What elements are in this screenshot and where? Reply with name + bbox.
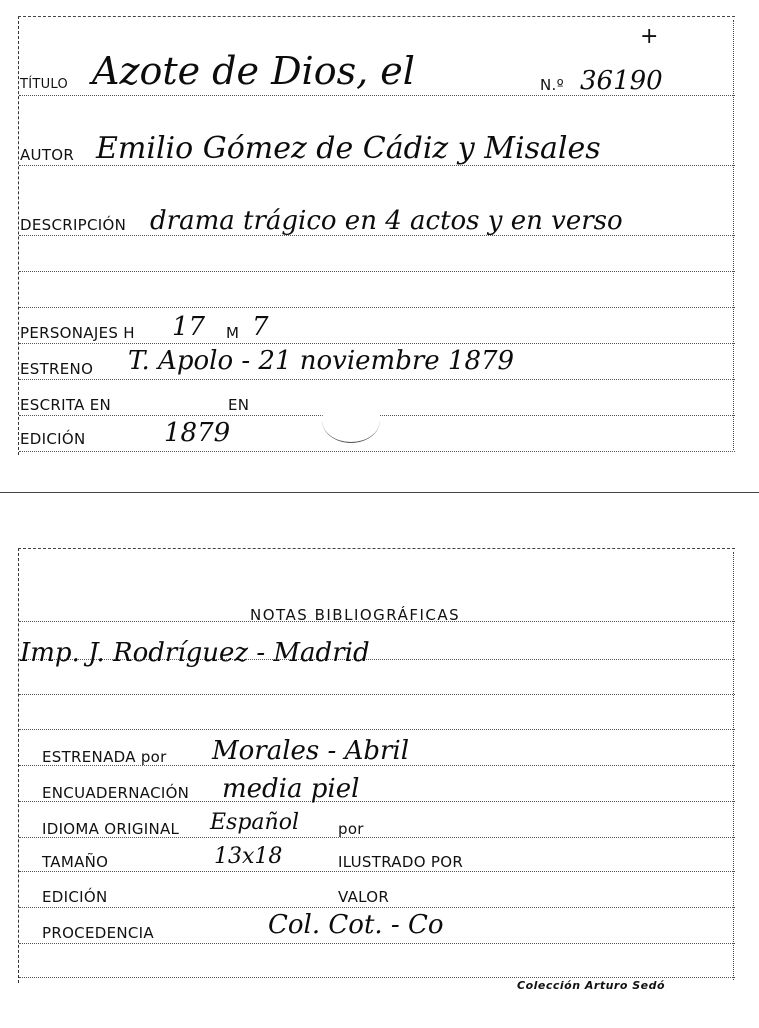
- numero-value: 36190: [580, 66, 663, 96]
- ruled-line: [19, 379, 735, 380]
- edicion-label: EDICIÓN: [20, 430, 86, 448]
- edicion-value: 1879: [164, 418, 231, 448]
- ruled-line: [19, 451, 735, 452]
- personajes-h-value: 17: [172, 312, 206, 342]
- notas-label: NOTAS BIBLIOGRÁFICAS: [250, 606, 461, 624]
- ruled-line: [19, 694, 735, 695]
- procedencia-value: Col. Cot. - Co: [268, 910, 444, 940]
- encuadernacion-label: ENCUADERNACIÓN: [42, 784, 190, 802]
- tamano-label: TAMAÑO: [42, 853, 109, 871]
- ilustrado-label: ILUSTRADO POR: [338, 853, 464, 871]
- escrita-en-en-label: EN: [228, 396, 250, 414]
- titulo-value: Azote de Dios, el: [92, 49, 415, 93]
- ruled-line: [19, 871, 735, 872]
- valor-label: VALOR: [338, 888, 390, 906]
- idioma-value: Español: [210, 810, 299, 835]
- estreno-label: ESTRENO: [20, 360, 94, 378]
- ruled-line: [19, 977, 735, 978]
- personajes-m-label: M: [226, 324, 240, 342]
- estrenada-value: Morales - Abril: [212, 736, 410, 766]
- card-edge: [733, 20, 734, 450]
- ruled-line: [19, 943, 735, 944]
- estreno-value: T. Apolo - 21 noviembre 1879: [128, 346, 515, 376]
- personajes-label: PERSONAJES H: [20, 324, 135, 342]
- ruled-line: [19, 907, 735, 908]
- plus-mark: +: [640, 24, 659, 49]
- autor-value: Emilio Gómez de Cádiz y Misales: [96, 131, 601, 166]
- numero-label: N.º: [540, 76, 564, 94]
- descripcion-label: DESCRIPCIÓN: [20, 216, 127, 234]
- punch-hole: [322, 398, 380, 443]
- autor-label: AUTOR: [20, 146, 75, 164]
- titulo-label: TÍTULO: [20, 77, 69, 92]
- collection-credit: Colección Arturo Sedó: [517, 979, 666, 992]
- encuadernacion-value: media piel: [222, 774, 360, 804]
- estrenada-label: ESTRENADA por: [42, 748, 167, 766]
- ruled-line: [19, 271, 735, 272]
- procedencia-label: PROCEDENCIA: [42, 924, 154, 942]
- escrita-en-label: ESCRITA EN: [20, 396, 112, 414]
- ruled-line: [19, 343, 735, 344]
- ruled-line: [19, 307, 735, 308]
- idioma-por-label: por: [338, 820, 364, 838]
- notas-value: Imp. J. Rodríguez - Madrid: [20, 638, 370, 668]
- descripcion-value: drama trágico en 4 actos y en verso: [150, 206, 623, 236]
- cut-line: [0, 492, 759, 493]
- ruled-line: [19, 729, 735, 730]
- personajes-m-value: 7: [252, 312, 269, 342]
- idioma-label: IDIOMA ORIGINAL: [42, 820, 180, 838]
- edicion-bottom-label: EDICIÓN: [42, 888, 108, 906]
- tamano-value: 13x18: [214, 844, 283, 869]
- card-edge: [733, 552, 734, 980]
